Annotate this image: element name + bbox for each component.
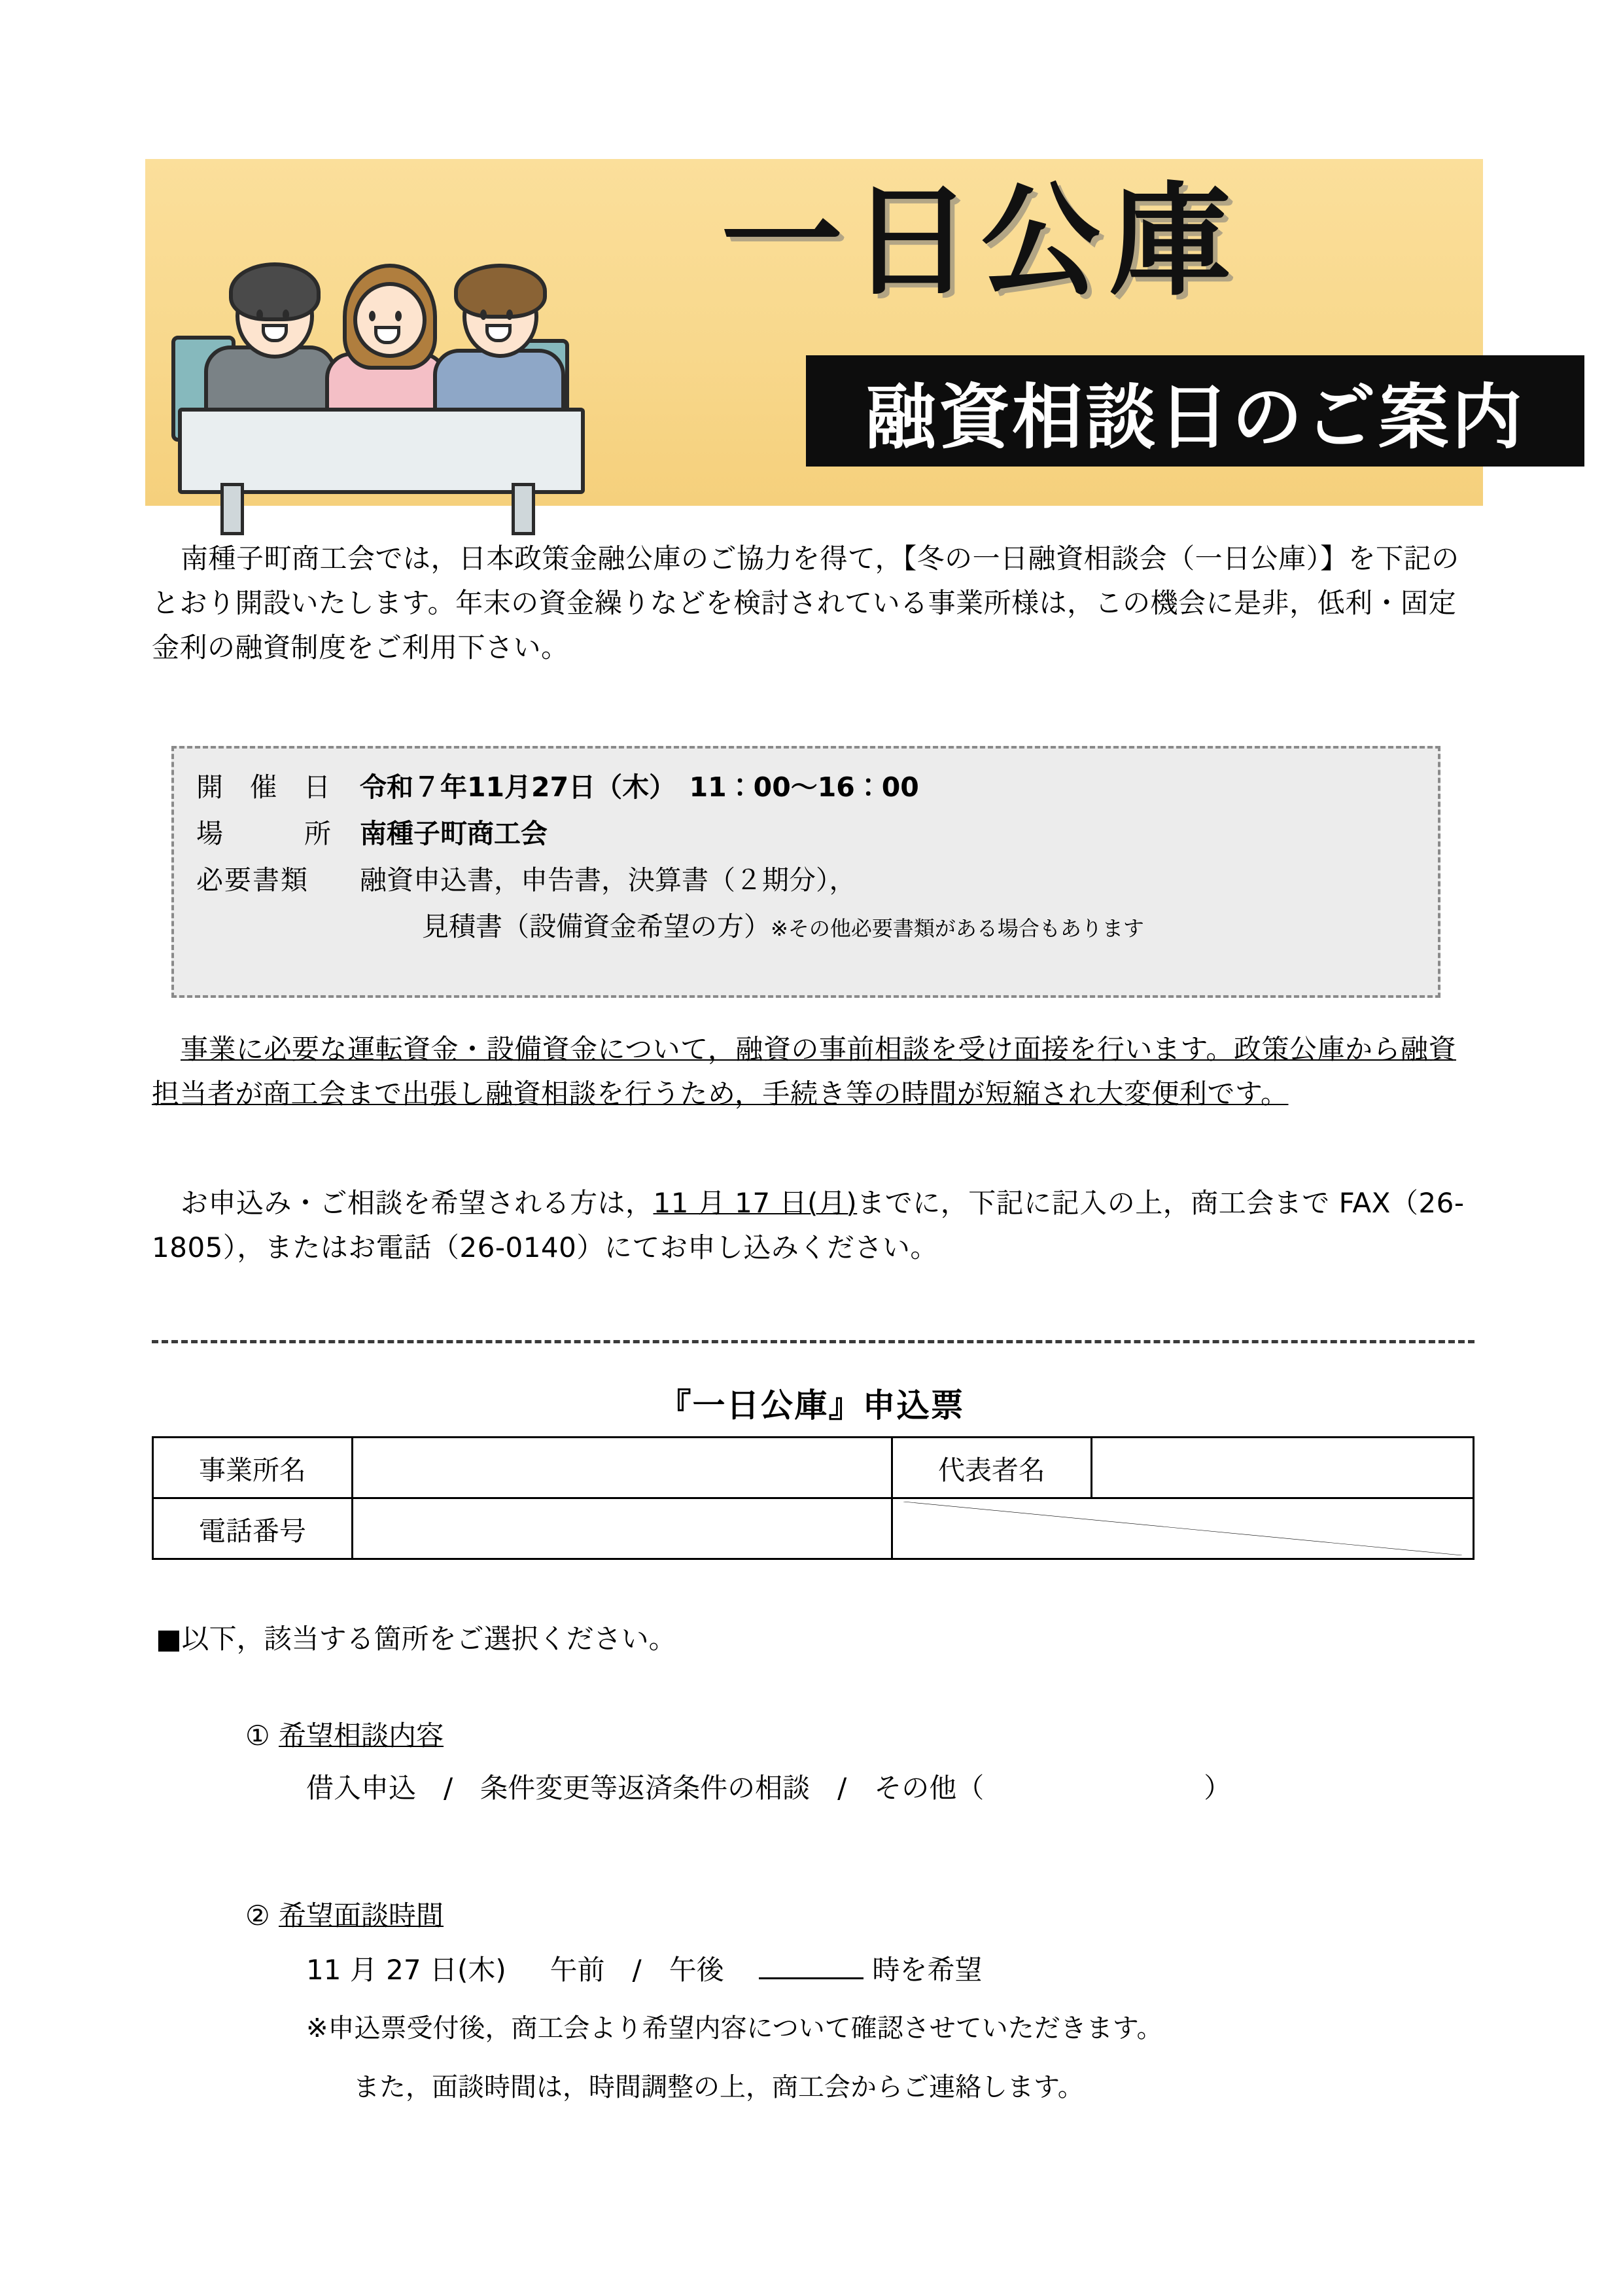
item2-note-2: また，面談時間は，時間調整の上，商工会からご連絡します。 <box>353 2072 1084 2102</box>
item1-title: 希望相談内容 <box>279 1720 444 1752</box>
detail-label-place: 場 所 <box>196 818 340 849</box>
form-title: 『一日公庫』申込票 <box>658 1386 965 1424</box>
paragraph3-part1: お申込み・ご相談を希望される方は， <box>181 1187 654 1219</box>
table-row <box>153 1438 1474 1498</box>
item2-time-suffix: 時を希望 <box>872 1954 983 1986</box>
body-paragraph-2: 事業に必要な運転資金・設備資金について，融資の事前相談を受け面接を行います。政策公庫から融資担当者が商工会まで出張し融資相談を行うため，手続き等の時間が短縮され大変便利です。 <box>152 1033 1456 1110</box>
detail-documents-extra <box>422 905 1416 944</box>
detail-documents-note: ※その他必要書類がある場合もあります <box>771 916 1144 941</box>
paragraph3-part2: までに，下記に記入の上，商工会まで FAX（26-1805），またはお電話（26-0140）にてお申し込みください。 <box>152 1187 1465 1264</box>
input-business-name[interactable] <box>353 1438 892 1498</box>
input-phone-number[interactable] <box>353 1498 892 1559</box>
detail-value-documents: 融資申込書，申告書，決算書（２期分）， <box>360 864 856 896</box>
detail-value-place: 南種子町商工会 <box>360 818 548 849</box>
label-business-name: 事業所名 <box>153 1438 353 1498</box>
cut-line-divider <box>152 1340 1475 1343</box>
banner-title: 一日公庫 <box>721 170 1240 312</box>
input-representative-name[interactable] <box>1092 1438 1474 1498</box>
detail-row-place <box>196 812 1416 851</box>
detail-label-documents: 必要書類 <box>196 864 309 896</box>
item2-number: ② <box>245 1899 270 1932</box>
application-form-table <box>152 1436 1475 1560</box>
item2-title: 希望面談時間 <box>279 1899 444 1932</box>
banner-subtitle: 融資相談日のご案内 <box>806 355 1584 467</box>
label-representative-name: 代表者名 <box>892 1438 1092 1498</box>
item1-options[interactable]: 借入申込 / 条件変更等返済条件の相談 / その他（ ） <box>306 1772 1232 1804</box>
detail-value-date: 令和７年11月27日（木） 11：00〜16：00 <box>360 771 919 803</box>
intro-paragraph: 南種子町商工会では，日本政策金融公庫のご協力を得て，【冬の一日融資相談会（一日公庫）】を下記のとおり開設いたします。年末の資金繰りなどを検討されている事業所様は，この機会に是非，低利・固定金利の融資制度をご利用下さい。 <box>152 542 1459 664</box>
table-leg-icon <box>512 483 535 535</box>
application-deadline: 11 月 17 日(月) <box>653 1187 858 1219</box>
table-row <box>153 1498 1474 1559</box>
detail-row-date <box>196 766 1416 804</box>
body-paragraph-3 <box>152 1181 1480 1270</box>
table-icon <box>178 408 585 494</box>
item1-number: ① <box>245 1720 270 1752</box>
table-leg-icon <box>220 483 244 535</box>
item2-time-input[interactable] <box>759 1977 864 1979</box>
selection-instruction: ■以下，該当する箇所をご選択ください。 <box>156 1623 676 1655</box>
detail-label-date: 開 催 日 <box>196 771 340 803</box>
item2-date: 11 月 27 日(木) <box>306 1954 506 1986</box>
detail-documents-extra-text: 見積書（設備資金希望の方） <box>422 911 771 942</box>
detail-row-documents <box>196 858 1416 897</box>
label-phone-number: 電話番号 <box>153 1498 353 1559</box>
header-banner <box>145 159 1525 506</box>
meeting-illustration <box>165 211 584 493</box>
struck-through-cell <box>892 1498 1474 1559</box>
item1-heading <box>245 1714 444 1754</box>
item2-ampm-options[interactable]: 午前 / 午後 <box>550 1954 724 1986</box>
item2-heading <box>245 1894 444 1934</box>
item2-time-row[interactable] <box>306 1949 982 1988</box>
event-details-box <box>171 746 1440 998</box>
item2-note-1: ※申込票受付後，商工会より希望内容について確認させていただきます。 <box>306 2013 1163 2043</box>
